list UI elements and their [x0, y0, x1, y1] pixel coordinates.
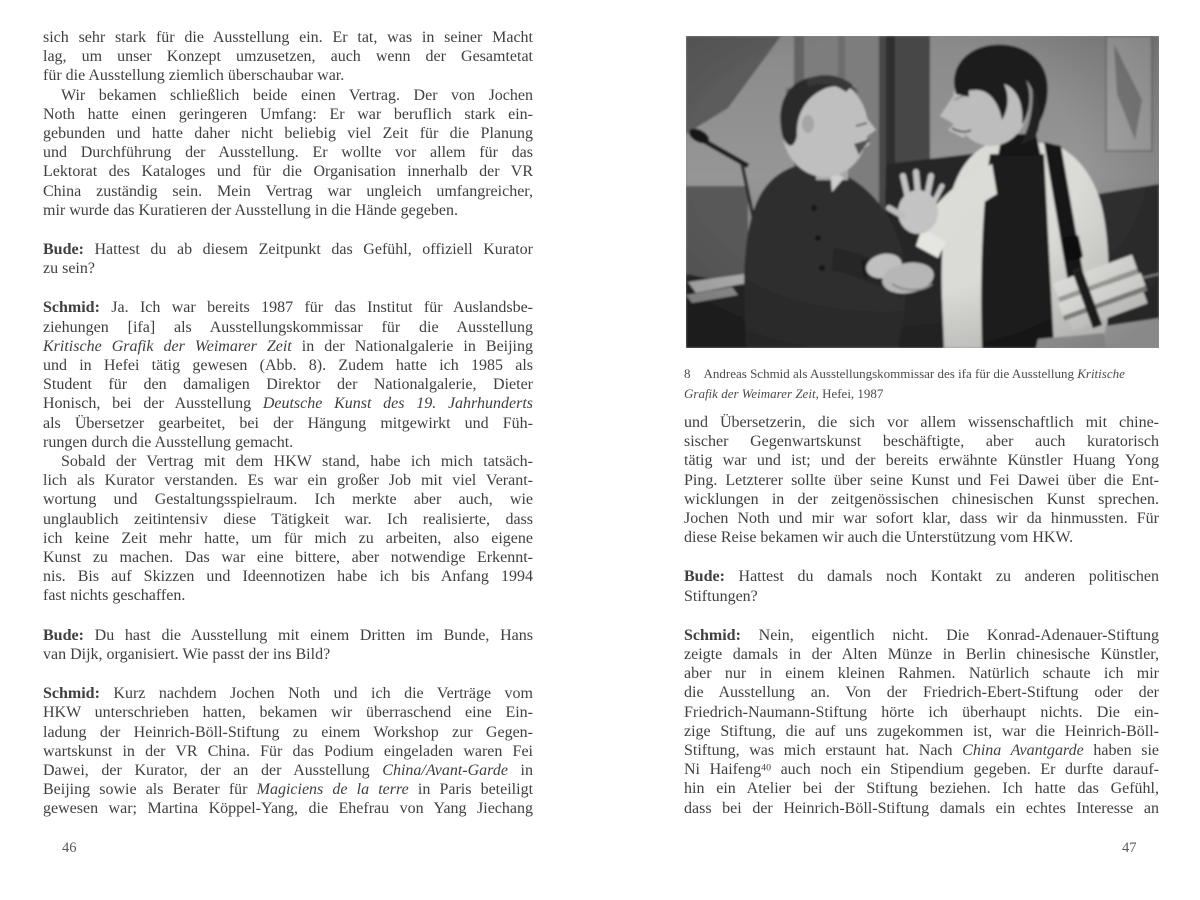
- text-line: gewesen war; Martina Köppel-Yang, die Ehefrau von Yang Jiechang: [43, 800, 533, 818]
- left-text-column: [43, 28, 533, 819]
- paragraph: [684, 413, 1159, 547]
- text-line: aber nur in einem kleinen Rahmen. Natürlich schaute ich mir: [684, 665, 1159, 683]
- text-line: Wir bekamen schließlich beide einen Vertrag. Der von Jochen: [61, 86, 533, 104]
- text-line: die Ausstellung an. Von der Friedrich-Ebert-Stiftung oder der: [684, 684, 1159, 702]
- photo-figure: [686, 36, 1159, 348]
- text-line: Honisch, bei der Ausstellung Deutsche Kunst des 19. Jahrhunderts: [43, 395, 533, 413]
- text-line: lich als Kurator verstanden. Es war ein großer Job mit viel Verant-: [43, 472, 533, 490]
- text-line: Ni Haifeng$^{40}$ auch noch ein Stipendium gegeben. Er durfte darauf-: [684, 761, 1160, 779]
- text-line: nis. Bis auf Skizzen und Ideennotizen habe ich bis Anfang 1994: [43, 568, 533, 586]
- text-line: unglaublich zeitintensiv diese Tätigkeit war. Ich realisierte, dass: [43, 510, 533, 528]
- text-line: China zuständig sein. Mein Vertrag war ungleich umfangreicher,: [43, 182, 533, 200]
- photo-vignette: [686, 36, 1159, 348]
- text-line: Dawei, der Kurator, der an der Ausstellung China/Avant-Garde in: [43, 761, 534, 779]
- text-line: Sobald der Vertrag mit dem HKW stand, habe ich mich tatsäch-: [61, 453, 533, 471]
- text-line: Stiftungen?: [684, 587, 758, 605]
- page-number-right: 47: [1122, 840, 1137, 856]
- text-line: Schmid: Nein, eigentlich nicht. Die Konrad-Adenauer-Stiftung: [684, 626, 1159, 644]
- paragraph: [684, 567, 1159, 605]
- text-line: Student für den damaligen Direktor der Nationalgalerie, Dieter: [43, 376, 533, 394]
- paragraph: [43, 240, 533, 278]
- text-line: Schmid: Ja. Ich war bereits 1987 für das Institut für Auslandsbe-: [43, 299, 533, 317]
- text-line: ziehungen [ifa] als Ausstellungskommissar für die Ausstellung: [43, 318, 533, 336]
- text-line: 8 Andreas Schmid als Ausstellungskommissar des ifa für die Ausstellung Kritische: [684, 366, 1125, 381]
- text-line: Stiftung, was mich erstaunt hat. Nach China Avantgarde haben sie: [684, 742, 1159, 760]
- text-line: Kunst zu machen. Das war eine bittere, aber notwendige Erkennt-: [43, 549, 533, 567]
- text-line: ladung der Heinrich-Böll-Stiftung zu einem Workshop zur Gegen-: [43, 723, 533, 741]
- paragraph: [43, 626, 533, 664]
- text-line: hin ein Atelier bei der Stiftung beziehen. Ich hatte das Gefühl,: [684, 780, 1159, 798]
- paragraph: [43, 86, 533, 220]
- text-line: Bude: Hattest du ab diesem Zeitpunkt das Gefühl, offiziell Kurator: [43, 241, 533, 259]
- text-line: dass bei der Heinrich-Böll-Stiftung damals ein echtes Interesse an: [684, 799, 1159, 817]
- paragraph: [43, 298, 533, 452]
- text-line: und Übersetzerin, die sich vor allem wissenschaftlich mit chine-: [684, 414, 1159, 431]
- paragraph: [684, 364, 1159, 404]
- text-line: Beijing sowie als Berater für Magiciens de la terre in Paris beteiligt: [43, 781, 534, 799]
- text-line: zeigte damals in der Alten Münze in Berlin chinesische Künstler,: [684, 646, 1159, 664]
- text-line: zu sein?: [43, 260, 95, 278]
- text-line: van Dijk, organisiert. Wie passt der ins Bild?: [43, 645, 331, 663]
- text-line: wortung und Gestaltungsspielraum. Ich merkte aber auch, wie: [43, 491, 533, 509]
- text-line: Lektorat des Kataloges und für die Organisation innerhalb der VR: [43, 163, 533, 181]
- text-line: wartskunst in der VR China. Für das Podium eingeladen waren Fei: [43, 742, 533, 760]
- text-line: und Durchführung der Ausstellung. Er wollte vor allem für das: [43, 144, 533, 162]
- text-line: wicklungen in der zeitgenössischen chinesischen Kunst sprechen.: [684, 490, 1159, 508]
- paragraph: [43, 684, 533, 818]
- text-line: mir wurde das Kuratieren der Ausstellung in die Hände gegeben.: [43, 201, 458, 219]
- text-line: Kritische Grafik der Weimarer Zeit in der Nationalgalerie in Beijing: [43, 337, 534, 355]
- text-line: zige Stiftung, die auf uns zugekommen ist, war die Heinrich-Böll-: [684, 722, 1159, 740]
- text-line: Bude: Hattest du damals noch Kontakt zu anderen politischen: [684, 568, 1159, 586]
- bw-photo-two-men-talking: [686, 36, 1159, 348]
- text-line: tätig war und ist; und der bereits erwähnte Künstler Huang Yong: [684, 452, 1159, 470]
- text-line: sich sehr stark für die Ausstellung ein. Er tat, was in seiner Macht: [43, 29, 533, 46]
- text-line: für die Ausstellung ziemlich überschaubar war.: [43, 67, 345, 85]
- page-number-left: 46: [62, 840, 77, 856]
- text-line: und in Hefei tätig gewesen (Abb. 8). Zudem hatte ich 1985 als: [43, 357, 533, 375]
- text-line: sischer Gegenwartskunst beschäftigte, aber auch kuratorisch: [684, 433, 1159, 451]
- photo-caption: [684, 364, 1159, 404]
- text-line: als Übersetzer gearbeitet, bei der Hängung mitgewirkt und Füh-: [43, 414, 533, 432]
- text-line: Friedrich-Naumann-Stiftung hörte ich überhaupt nichts. Die ein-: [684, 703, 1159, 721]
- text-line: rungen durch die Ausstellung gemacht.: [43, 433, 294, 451]
- text-line: Jochen Noth und mir war sofort klar, dass wir da hinmussten. Für: [684, 510, 1159, 528]
- text-line: Noth hatte einen geringeren Umfang: Er war beruflich stark ein-: [43, 105, 533, 123]
- text-line: Ping. Letzterer sollte über seine Kunst und Fei Dawei über die Ent-: [684, 471, 1159, 489]
- text-line: Grafik der Weimarer Zeit, Hefei, 1987: [684, 386, 884, 401]
- text-line: gebunden und hatte daher nicht beliebig viel Zeit für die Planung: [43, 125, 533, 143]
- text-line: Schmid: Kurz nachdem Jochen Noth und ich die Verträge vom: [43, 685, 533, 703]
- paragraph: [684, 626, 1159, 818]
- text-line: HKW unterschrieben hatten, bekamen wir überraschend eine Ein-: [43, 704, 533, 722]
- text-line: fast nichts geschaffen.: [43, 587, 186, 605]
- text-line: ich keine Zeit mehr hatte, um für mich zu arbeiten, also eigene: [43, 529, 533, 547]
- paragraph: [43, 28, 533, 86]
- paragraph: [43, 452, 533, 606]
- text-line: diese Reise bekamen wir auch die Unterstützung vom HKW.: [684, 529, 1074, 547]
- right-text-column: [684, 413, 1159, 818]
- text-line: lag, um unser Konzept umzusetzen, auch wenn der Gesamtetat: [43, 48, 533, 66]
- text-line: Bude: Du hast die Ausstellung mit einem Dritten im Bunde, Hans: [43, 626, 533, 644]
